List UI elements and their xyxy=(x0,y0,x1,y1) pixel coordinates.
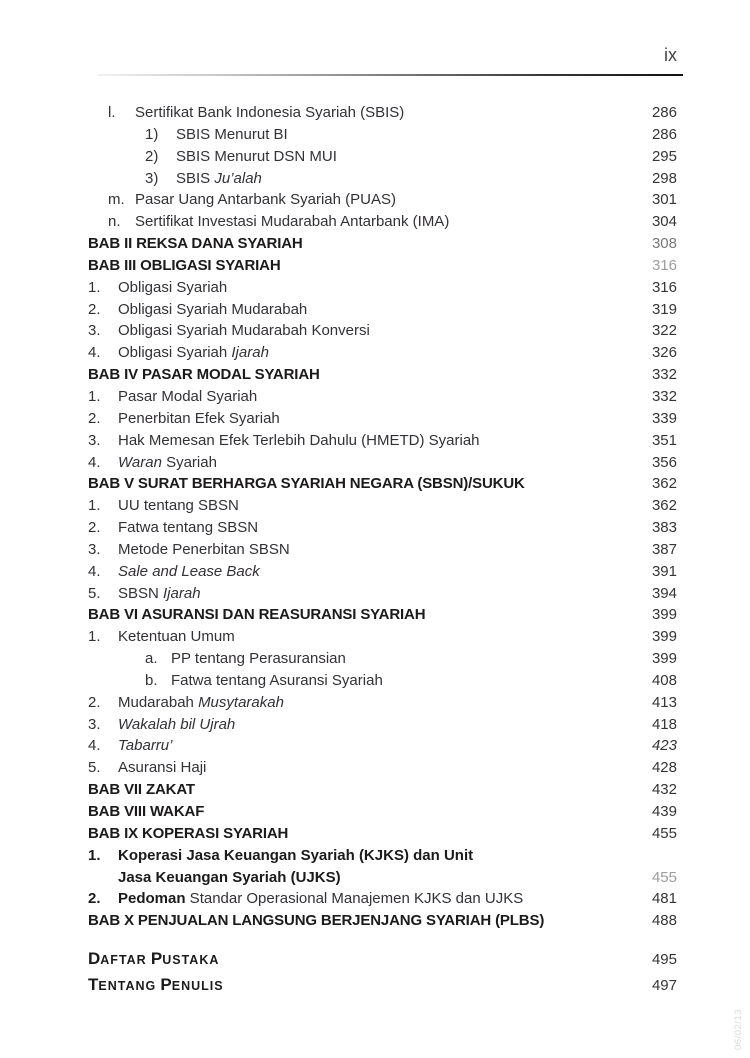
toc-entry-marker: m. xyxy=(108,191,125,209)
toc-entry-page: 319 xyxy=(651,300,677,318)
toc-entry-page: 439 xyxy=(651,803,677,820)
toc-entry xyxy=(88,168,677,190)
toc-entry-page: 298 xyxy=(651,169,677,187)
toc-entry-marker: 3. xyxy=(88,715,101,733)
toc-entry xyxy=(88,320,677,342)
toc-entry-marker: b. xyxy=(145,671,158,689)
toc-entry-page: 408 xyxy=(651,671,677,689)
toc-entry-page: 351 xyxy=(651,431,677,449)
toc-entry-title: Asuransi Haji xyxy=(118,759,207,777)
toc-entry-title: Wakalah bil Ujrah xyxy=(118,715,236,733)
toc-entry-marker: 4. xyxy=(88,453,101,471)
toc-entry-title: Sertifikat Investasi Mudarabah Antarbank (IMA) xyxy=(135,213,450,231)
toc-entry-marker: l. xyxy=(108,104,116,121)
toc-entry-page: 316 xyxy=(651,278,677,296)
toc-entry xyxy=(88,714,677,736)
toc-entry-marker: 5. xyxy=(88,759,101,777)
toc-entry-page: 428 xyxy=(651,759,677,777)
toc-entry xyxy=(88,495,677,517)
toc-entry-title: BAB II REKSA DANA SYARIAH xyxy=(88,235,303,253)
toc-entry-page: 339 xyxy=(651,409,677,427)
toc-entry-page: 495 xyxy=(651,951,677,969)
toc-chapter-entry xyxy=(88,823,677,845)
toc-entry-page: 332 xyxy=(651,387,677,405)
toc-chapter-entry xyxy=(88,364,677,386)
toc-entry-title: Sertifikat Bank Indonesia Syariah (SBIS) xyxy=(135,104,405,121)
toc-entry-page: 295 xyxy=(651,147,677,165)
toc-entry-title: Pasar Uang Antarbank Syariah (PUAS) xyxy=(135,191,396,209)
toc-entry-page: 418 xyxy=(651,715,677,733)
toc-entry-title: Tabarru’ xyxy=(118,737,173,755)
toc-entry-marker: 1. xyxy=(88,278,101,296)
toc-entry-page: 399 xyxy=(651,650,677,668)
toc-entry xyxy=(88,342,677,364)
toc-entry-marker: 4. xyxy=(88,562,101,580)
toc-entry xyxy=(88,211,677,233)
toc-entry-marker: 1. xyxy=(88,497,101,515)
toc-entry-marker: 1) xyxy=(145,125,159,143)
toc-entry-title: Obligasi Syariah Mudarabah xyxy=(118,300,308,318)
toc-chapter-entry xyxy=(88,801,677,823)
toc-entry-title: BAB X PENJUALAN LANGSUNG BERJENJANG SYARIAH (PLBS) xyxy=(88,912,545,930)
toc-entry-title: PP tentang Perasuransian xyxy=(171,650,346,668)
toc-entry-page: 332 xyxy=(651,366,677,384)
toc-entry-marker: 3) xyxy=(145,169,159,187)
toc-entry-marker: a. xyxy=(145,650,158,668)
toc-entry-title: SBSN Ijarah xyxy=(118,584,201,602)
toc-entry xyxy=(88,692,677,714)
toc-entry-page: 383 xyxy=(651,519,677,537)
toc-entry-title: Waran Syariah xyxy=(118,453,217,471)
toc-entry-marker: 3. xyxy=(88,540,101,558)
toc-chapter-entry xyxy=(88,233,677,255)
toc-entry-page: 387 xyxy=(651,540,677,558)
toc-entry xyxy=(88,626,677,648)
toc-entry-title: Ketentuan Umum xyxy=(118,628,235,646)
toc-entry-page: 399 xyxy=(651,628,677,646)
toc-entry-page: 455 xyxy=(651,868,677,886)
toc-entry-title: Fatwa tentang Asuransi Syariah xyxy=(171,671,383,689)
toc-entry-marker: 2. xyxy=(88,890,101,908)
toc-entry-title: Obligasi Syariah Mudarabah Konversi xyxy=(118,322,370,340)
toc-chapter-entry xyxy=(88,910,677,932)
toc-entry-title: Penerbitan Efek Syariah xyxy=(118,409,280,427)
toc-entry-page: 316 xyxy=(651,256,677,274)
toc-entry xyxy=(88,452,677,474)
toc-entry-title: BAB VII ZAKAT xyxy=(88,781,195,799)
toc-entry-marker: 3. xyxy=(88,431,101,449)
toc-entry xyxy=(88,845,677,867)
toc-entry-marker: 2. xyxy=(88,693,101,711)
toc-entry-marker: 2. xyxy=(88,409,101,427)
toc-entry-title: Sale and Lease Back xyxy=(118,562,260,580)
toc-entry-title: BAB VIII WAKAF xyxy=(88,803,205,820)
toc-entry-title: Koperasi Jasa Keuangan Syariah (KJKS) dan Unit xyxy=(118,846,474,864)
toc-entry-title: Pedoman Standar Operasional Manajemen KJKS dan UJKS xyxy=(118,890,524,908)
toc-entry-marker: 3. xyxy=(88,322,101,340)
toc-entry xyxy=(88,146,677,168)
toc-entry xyxy=(88,299,677,321)
toc-entry-title: Pasar Modal Syariah xyxy=(118,387,258,405)
toc-entry-title: UU tentang SBSN xyxy=(118,497,239,515)
toc-chapter-entry xyxy=(88,255,677,277)
toc-entry xyxy=(88,757,677,779)
toc-entry-title: Hak Memesan Efek Terlebih Dahulu (HMETD) Syariah xyxy=(118,431,480,449)
toc-entry-page: 399 xyxy=(651,606,677,624)
toc-entry-title: BAB IV PASAR MODAL SYARIAH xyxy=(88,366,320,384)
toc-entry-marker: 2. xyxy=(88,519,101,537)
toc-entry-page: 322 xyxy=(651,322,677,340)
toc-entry-title: Fatwa tentang SBSN xyxy=(118,519,259,537)
toc-entry-title: BAB IX KOPERASI SYARIAH xyxy=(88,824,289,842)
toc-entry-page: 413 xyxy=(651,693,677,711)
toc-chapter-entry xyxy=(88,604,677,626)
toc-entry-page: 455 xyxy=(651,824,677,842)
toc-entry-page: 481 xyxy=(651,890,677,908)
toc-entry-marker: 5. xyxy=(88,584,101,602)
toc-entry xyxy=(88,430,677,452)
toc-entry-page: 391 xyxy=(651,562,677,580)
toc-entry-title: TENTANG PENULIS xyxy=(88,975,224,995)
toc-entry-page: 497 xyxy=(651,977,677,995)
toc-entry-page: 394 xyxy=(651,584,677,602)
toc-entry-title: SBIS Menurut BI xyxy=(176,125,288,143)
toc-entry-title: DAFTAR PUSTAKA xyxy=(88,949,220,969)
toc-entry xyxy=(88,946,677,972)
toc-entry xyxy=(88,972,677,998)
toc-entry-title: BAB III OBLIGASI SYARIAH xyxy=(88,256,281,274)
toc-entry-title: SBIS Ju’alah xyxy=(176,169,262,187)
toc-entry xyxy=(88,735,677,757)
page-number: ix xyxy=(664,45,677,65)
toc-entry xyxy=(88,867,677,889)
toc-entry-title: BAB VI ASURANSI DAN REASURANSI SYARIAH xyxy=(88,606,426,624)
toc-entry-page: 432 xyxy=(651,781,677,799)
toc-entry-title: SBIS Menurut DSN MUI xyxy=(176,147,337,165)
toc-entry-marker: 4. xyxy=(88,344,101,362)
header-rule xyxy=(97,74,683,76)
toc-entry-title: BAB V SURAT BERHARGA SYARIAH NEGARA (SBSN)/SUKUK xyxy=(88,475,525,493)
toc-entry-title: Jasa Keuangan Syariah (UJKS) xyxy=(118,868,341,886)
toc-entry xyxy=(88,124,677,146)
toc-entry-page: 301 xyxy=(651,191,677,209)
toc-entry-page: 356 xyxy=(651,453,677,471)
toc-entry-marker: 1. xyxy=(88,387,101,405)
toc-entry-title: Mudarabah Musytarakah xyxy=(118,693,284,711)
toc-entry xyxy=(88,648,677,670)
toc-entry-title: Obligasi Syariah xyxy=(118,278,228,296)
toc-entry-page: 286 xyxy=(651,125,677,143)
toc-entry-page: 308 xyxy=(651,235,677,253)
toc-entry-page: 362 xyxy=(651,475,677,493)
print-stamp: 06/02/13 xyxy=(733,1009,744,1050)
toc-chapter-entry xyxy=(88,473,677,495)
toc-list xyxy=(88,102,677,998)
toc-entry-marker: 2) xyxy=(145,147,159,165)
toc-entry xyxy=(88,189,677,211)
toc-entry-page: 286 xyxy=(651,104,677,121)
toc-entry xyxy=(88,386,677,408)
toc-entry xyxy=(88,517,677,539)
toc-entry-marker: 1. xyxy=(88,846,101,864)
toc-entry-marker: 2. xyxy=(88,300,101,318)
toc-entry xyxy=(88,561,677,583)
toc-entry xyxy=(88,583,677,605)
toc-entry xyxy=(88,408,677,430)
toc-entry-title: Metode Penerbitan SBSN xyxy=(118,540,290,558)
toc-entry xyxy=(88,670,677,692)
toc-entry-marker: 4. xyxy=(88,737,101,755)
toc-entry-page: 362 xyxy=(651,497,677,515)
toc-entry-page: 304 xyxy=(651,213,677,231)
toc-entry-marker: 1. xyxy=(88,628,101,646)
toc-entry xyxy=(88,102,677,124)
toc-entry-marker: n. xyxy=(108,213,121,231)
toc-entry-page: 488 xyxy=(651,912,677,930)
toc-entry-page: 423 xyxy=(651,737,677,755)
toc-entry xyxy=(88,539,677,561)
toc-entry xyxy=(88,888,677,910)
toc-entry xyxy=(88,277,677,299)
toc-entry-page: 326 xyxy=(651,344,677,362)
toc-entry-title: Obligasi Syariah Ijarah xyxy=(118,344,269,362)
toc-chapter-entry xyxy=(88,779,677,801)
